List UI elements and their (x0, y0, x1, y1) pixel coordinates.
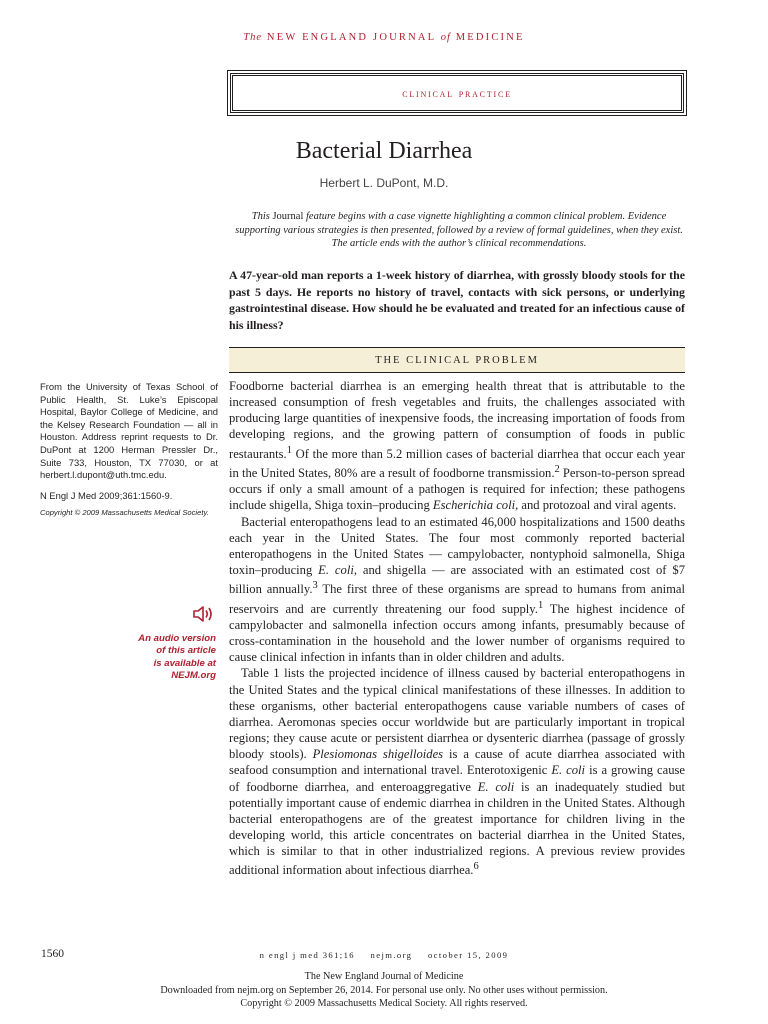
reference-superscript: 1 (537, 599, 544, 611)
italic-term: Plesiomonas shigelloides (312, 747, 444, 762)
body-paragraph-2 (229, 514, 685, 666)
download-notice-usage: Downloaded from nejm.org on September 26, 2014. For personal use only. No other uses without permission. (160, 984, 608, 996)
case-vignette: A 47-year-old man reports a 1-week history of diarrhea, with grossly bloody stools for the past 5 days. He reports no history of travel, contacts with sick persons, or underlying gastrointestinal disease. How should he be evaluated and treated for an infectious cause of his illness? (229, 268, 685, 332)
article-body (229, 378, 685, 879)
banner-label: clinical practice (402, 85, 512, 100)
feature-note-rest: feature begins with a case vignette highlighting a common clinical problem. Evidence supporting various strategies is then presented, followed by a review of formal guidelines, when they exist. The article ends with the author’s clinical recommendations. (235, 211, 683, 249)
audio-text-line: An audio version (138, 633, 216, 644)
body-paragraph-3 (229, 665, 685, 878)
body-text-run: , and protozoal and viral agents. (515, 498, 677, 513)
speaker-icon[interactable] (192, 604, 216, 624)
download-notice-journal: The New England Journal of Medicine (304, 971, 464, 982)
body-text-run: is a growing cause of foodborne diarrhea, and enteroaggregative (229, 763, 686, 794)
body-text-run: Bacterial enteropathogens lead to an estimated 46,000 hospitalizations and 1500 deaths each year in the United States. The four most commonly reported bacterial enteropathogens in the United States — campylobacter, nontyphoid salmonella, Shiga toxin–producing (229, 514, 685, 578)
masthead-of: of (440, 32, 451, 43)
masthead-prefix: The (243, 32, 263, 43)
feature-note (234, 210, 684, 251)
citation: N Engl J Med 2009;361:1560-9. (40, 489, 173, 501)
body-text-run: is a cause of acute diarrhea associated with seafood consumption and international travel. Enterotoxigenic (229, 747, 685, 778)
body-text-run: The first three of these organisms are spread to humans from animal reservoirs and are currently threatening our food supply. (229, 582, 685, 616)
audio-text-line: of this article (156, 645, 216, 657)
audio-version-callout[interactable] (120, 604, 216, 682)
body-text-run: The highest incidence of campylobacter and salmonella infection occurs among infants, presumably because of cross-contamination in the household and the lower number of organisms required to cause clinical infection in infants than in older children and adults. (229, 601, 685, 665)
audio-text-line: is available at (153, 657, 216, 669)
journal-masthead (0, 32, 768, 43)
body-text-run: Person-to-person spread occurs if only a small amount of a pathogen is required for infection; these pathogens include shigella, Shiga toxin–producing (229, 466, 685, 513)
body-text-run: Table 1 lists the projected incidence of illness caused by bacterial enteropathogens in the United States and the typical clinical manifestations of these illnesses. In addition to these organisms, other bacterial enteropathogens cause variable numbers of cases of diarrhea. Aeromonas species occur worldwide but are particularly important in tropical regions; they cause acute or persistent diarrhea or dysenteric diarrhea (passage of grossly bloody stools). (229, 666, 685, 762)
footer-site-link[interactable]: nejm.org (370, 950, 413, 960)
reference-superscript: 1 (286, 444, 292, 456)
body-paragraph-1 (229, 378, 685, 514)
footer-date: october 15, 2009 (427, 950, 509, 960)
masthead-name-part1: NEW ENGLAND JOURNAL (266, 32, 436, 43)
running-footer (0, 950, 768, 960)
feature-note-journal-word: Journal (272, 211, 304, 222)
affiliation-note: From the University of Texas School of Public Health, St. Luke’s Episcopal Hospital, Baylor College of Medicine, and the Kelsey Research Foundation — all in Houston. Address reprint requests to Dr. DuPont at 1200 Herman Pressler Dr., Suite 733, Houston, TX 77030, or at herbert.l.dupont@uth.tmc.edu. (40, 381, 218, 481)
article-title: Bacterial Diarrhea (295, 138, 473, 164)
audio-link-nejm[interactable]: NEJM.org (171, 669, 216, 681)
body-text-run: is an inadequately studied but potentially important cause of endemic diarrhea in children in the United States. Although bacterial enteropathogens are of the greatest importance for children living in the developing world, this article concentrates on bacterial diarrhea in the United States, which is similar to that in other industrialized regions. A previous review provides additional information about infectious diarrhea. (229, 779, 685, 878)
section-heading: THE CLINICAL PROBLEM (229, 347, 685, 373)
page-number: 1560 (41, 948, 64, 960)
feature-note-lead: This (251, 211, 273, 222)
body-text-run: Of the more than 5.2 million cases of bacterial diarrhea that occur each year in the United States, 80% are a result of foodborne transmission. (229, 446, 685, 481)
body-text-run: , and shigella — are associated with an estimated cost of $7 billion annually. (229, 563, 685, 597)
sidebar-copyright: Copyright © 2009 Massachusetts Medical Society. (40, 508, 209, 518)
download-notice-copyright: Copyright © 2009 Massachusetts Medical Society. All rights reserved. (240, 998, 528, 1010)
italic-term: Escherichia coli (432, 498, 516, 513)
reference-superscript: 6 (473, 861, 479, 873)
italic-term: E. coli (477, 779, 515, 794)
audio-version-text[interactable] (120, 633, 216, 682)
reference-superscript: 3 (312, 580, 318, 592)
footer-journal-ref: n engl j med 361;16 (259, 950, 355, 960)
masthead-name-part2: MEDICINE (455, 32, 525, 43)
download-notice (0, 970, 768, 1011)
author-sidebar (40, 381, 218, 520)
article-author: Herbert L. DuPont, M.D. (319, 176, 449, 190)
italic-term: E. coli (318, 563, 354, 578)
body-text-run: Foodborne bacterial diarrhea is an emerging health threat that is attributable to the increased consumption of fresh vegetables and fruits, the challenges associated with producing large quantities of inexpensive foods, the increasing importation of foods from developing regions, and the growing pattern of consumption of foods in public restaurants. (229, 379, 685, 461)
italic-term: E. coli (551, 763, 586, 778)
clinical-practice-banner (230, 73, 684, 113)
reference-superscript: 2 (554, 463, 560, 475)
